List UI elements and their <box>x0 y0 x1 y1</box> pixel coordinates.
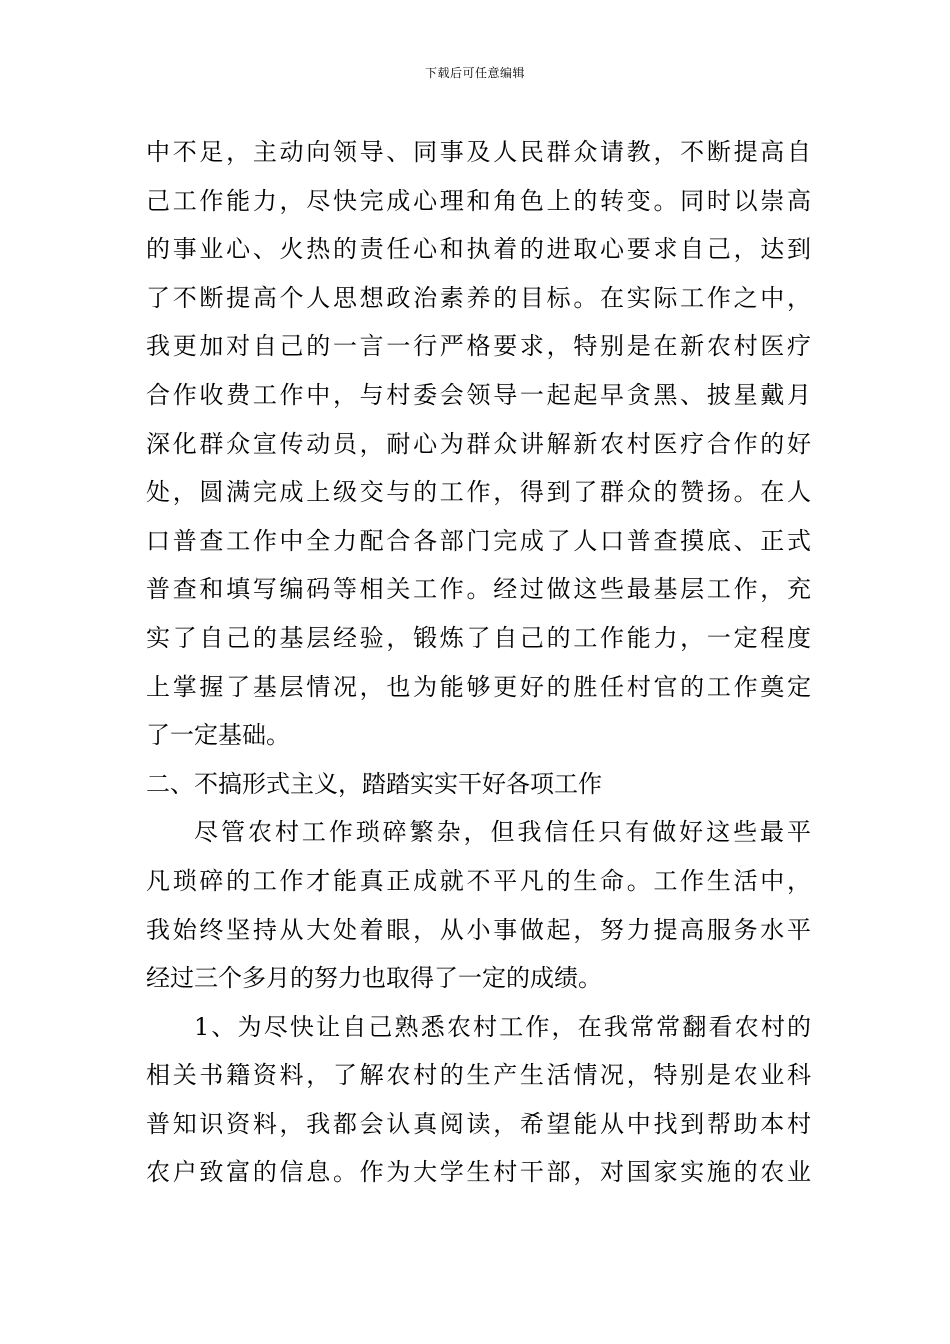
text-line: 相关书籍资料，了解农村的生产生活情况，特别是农业科 <box>146 1061 811 1090</box>
text-line: 普查和填写编码等相关工作。经过做这些最基层工作，充 <box>146 575 811 604</box>
text-line: 深化群众宣传动员，耐心为群众讲解新农村医疗合作的好 <box>146 429 811 458</box>
section-heading: 二、不搞形式主义，踏踏实实干好各项工作 <box>146 769 602 798</box>
text-line: 凡琐碎的工作才能真正成就不平凡的生命。工作生活中， <box>146 866 811 895</box>
text-line: 了不断提高个人思想政治素养的目标。在实际工作之中， <box>146 283 811 312</box>
text-line: 1、为尽快让自己熟悉农村工作，在我常常翻看农村的 <box>194 1012 811 1041</box>
text-line: 的事业心、火热的责任心和执着的进取心要求自己，达到 <box>146 235 811 264</box>
text-line: 口普查工作中全力配合各部门完成了人口普查摸底、正式 <box>146 526 811 555</box>
text-line: 农户致富的信息。作为大学生村干部，对国家实施的农业 <box>146 1158 811 1187</box>
text-line: 了一定基础。 <box>146 721 290 750</box>
text-line: 普知识资料，我都会认真阅读，希望能从中找到帮助本村 <box>146 1109 811 1138</box>
document-body <box>146 128 811 1197</box>
text-line: 我更加对自己的一言一行严格要求，特别是在新农村医疗 <box>146 332 811 361</box>
text-line: 中不足，主动向领导、同事及人民群众请教，不断提高自 <box>146 138 811 166</box>
text-line: 实了自己的基层经验，锻炼了自己的工作能力，一定程度 <box>146 623 811 652</box>
text-line: 处，圆满完成上级交与的工作，得到了群众的赞扬。在人 <box>146 478 811 507</box>
text-line: 己工作能力，尽快完成心理和角色上的转变。同时以崇高 <box>146 186 811 215</box>
text-line: 合作收费工作中，与村委会领导一起起早贪黑、披星戴月 <box>146 380 811 409</box>
text-line: 尽管农村工作琐碎繁杂，但我信任只有做好这些最平 <box>194 818 811 847</box>
page-header: 下载后可任意编辑 <box>424 66 525 80</box>
text-line: 经过三个多月的努力也取得了一定的成绩。 <box>146 964 602 993</box>
text-line: 我始终坚持从大处着眼，从小事做起，努力提高服务水平 <box>146 915 811 944</box>
text-line: 上掌握了基层情况，也为能够更好的胜任村官的工作奠定 <box>146 672 811 701</box>
